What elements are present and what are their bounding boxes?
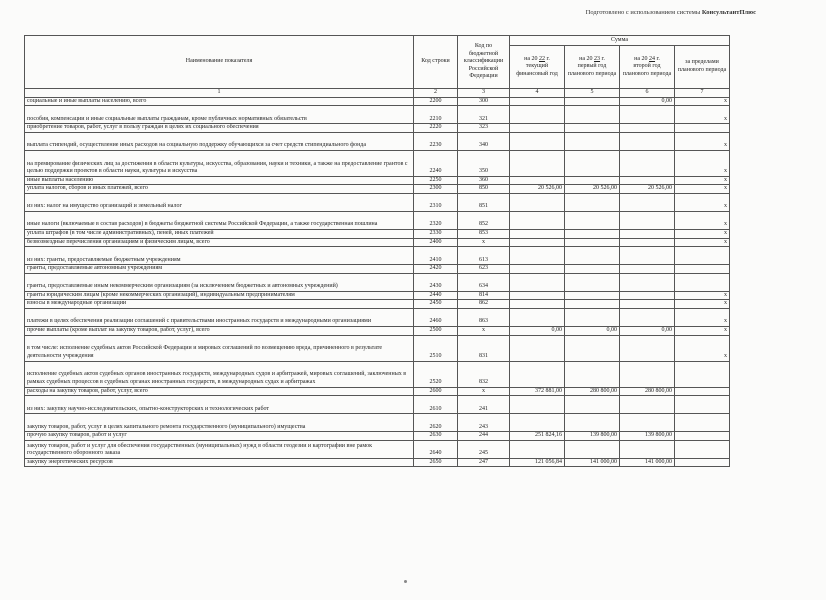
row-kbk: 321	[458, 106, 510, 124]
row-sum-current	[510, 300, 565, 309]
row-sum-beyond	[675, 414, 730, 432]
row-sum-current	[510, 97, 565, 106]
row-name: закупку энергетических ресурсов	[25, 458, 414, 467]
row-sum-current	[510, 361, 565, 387]
row-sum-beyond: х	[675, 335, 730, 361]
row-sum-second	[620, 238, 675, 247]
row-name: уплата налогов, сборов и иных платежей, всего	[25, 185, 414, 194]
row-kbk: 244	[458, 432, 510, 441]
row-sum-second	[620, 124, 675, 133]
table-row	[25, 440, 730, 458]
row-name: иные налоги (включаемые в состав расходов) в бюджеты бюджетной системы Российской Федерации, а также государственная пошлина	[25, 211, 414, 229]
row-code: 2240	[414, 150, 458, 176]
row-kbk: 862	[458, 300, 510, 309]
row-code: 2450	[414, 300, 458, 309]
row-sum-second	[620, 335, 675, 361]
header-code: Код строки	[414, 36, 458, 89]
row-sum-beyond: х	[675, 229, 730, 238]
financial-table	[24, 35, 730, 467]
scan-mark	[404, 580, 407, 583]
row-code: 2650	[414, 458, 458, 467]
header-beyond: за пределами планового периода	[675, 46, 730, 89]
row-sum-first	[565, 229, 620, 238]
row-sum-beyond: х	[675, 211, 730, 229]
row-kbk: х	[458, 387, 510, 396]
row-sum-beyond	[675, 458, 730, 467]
row-code: 2300	[414, 185, 458, 194]
row-kbk: 247	[458, 458, 510, 467]
row-sum-beyond: х	[675, 97, 730, 106]
row-sum-current	[510, 211, 565, 229]
row-sum-beyond: х	[675, 308, 730, 326]
row-sum-first	[565, 291, 620, 300]
row-code: 2210	[414, 106, 458, 124]
index-cell: 7	[675, 89, 730, 98]
source-note	[586, 9, 756, 16]
row-sum-beyond: х	[675, 132, 730, 150]
row-name: из них: гранты, предоставляемые бюджетным учреждениям	[25, 247, 414, 265]
row-sum-first: 20 526,00	[565, 185, 620, 194]
row-sum-beyond: х	[675, 176, 730, 185]
row-name: из них: закупку научно-исследовательских, опытно-конструкторских и технологических работ	[25, 396, 414, 414]
table-row	[25, 211, 730, 229]
table-row	[25, 229, 730, 238]
table-row	[25, 335, 730, 361]
row-kbk: 323	[458, 124, 510, 133]
row-sum-current	[510, 124, 565, 133]
row-kbk: 241	[458, 396, 510, 414]
row-sum-second	[620, 308, 675, 326]
row-sum-beyond: х	[675, 291, 730, 300]
row-kbk: 350	[458, 150, 510, 176]
table-row	[25, 238, 730, 247]
table-row	[25, 326, 730, 335]
table-row	[25, 124, 730, 133]
table-row	[25, 132, 730, 150]
row-kbk: х	[458, 238, 510, 247]
row-name: расходы на закупку товаров, работ, услуг, всего	[25, 387, 414, 396]
row-name: пособия, компенсации и иные социальные выплаты гражданам, кроме публичных нормативных обязательств	[25, 106, 414, 124]
row-sum-beyond	[675, 247, 730, 265]
table-row	[25, 97, 730, 106]
table-row	[25, 150, 730, 176]
row-name: закупку товаров, работ, услуг в целях капитального ремонта государственного (муниципального) имущества	[25, 414, 414, 432]
row-name: безвозмездные перечисления организациям и физическим лицам, всего	[25, 238, 414, 247]
row-kbk: 634	[458, 273, 510, 291]
row-sum-current	[510, 396, 565, 414]
row-sum-first: 139 800,00	[565, 432, 620, 441]
row-code: 2250	[414, 176, 458, 185]
index-cell: 6	[620, 89, 675, 98]
row-name: приобретение товаров, работ, услуг в пользу граждан в целях их социального обеспечения	[25, 124, 414, 133]
row-sum-beyond	[675, 440, 730, 458]
row-sum-current	[510, 335, 565, 361]
table-row	[25, 387, 730, 396]
row-name: исполнение судебных актов судебных органов иностранных государств, международных судов и арбитражей, мировых соглашений, заключенных в рамках судебных процессов в судебных органах иностранных государств, в международных судах и арбитражах	[25, 361, 414, 387]
row-sum-first	[565, 211, 620, 229]
row-sum-current	[510, 132, 565, 150]
row-code: 2610	[414, 396, 458, 414]
row-sum-second	[620, 132, 675, 150]
source-note-brand: КонсультантПлюс	[701, 9, 756, 16]
row-sum-beyond: х	[675, 185, 730, 194]
row-kbk: 814	[458, 291, 510, 300]
row-kbk: х	[458, 326, 510, 335]
row-name: закупку товаров, работ и услуг для обеспечения государственных (муниципальных) нужд в области геодезии и картографии вне рамок государственного оборонного заказа	[25, 440, 414, 458]
index-cell: 3	[458, 89, 510, 98]
row-code: 2330	[414, 229, 458, 238]
row-sum-second: 0,00	[620, 326, 675, 335]
table-row	[25, 361, 730, 387]
table-row	[25, 106, 730, 124]
row-sum-second	[620, 291, 675, 300]
row-sum-first	[565, 106, 620, 124]
row-name: на премирование физических лиц за достижения в области культуры, искусства, образования, науки и техники, а также на предоставление грантов с целью поддержки проектов в области науки, культуры и искусства	[25, 150, 414, 176]
row-code: 2520	[414, 361, 458, 387]
row-kbk: 863	[458, 308, 510, 326]
row-sum-second: 20 526,00	[620, 185, 675, 194]
index-row	[25, 89, 730, 98]
row-kbk: 613	[458, 247, 510, 265]
row-code: 2420	[414, 265, 458, 274]
row-code: 2630	[414, 432, 458, 441]
row-sum-current	[510, 414, 565, 432]
row-sum-second	[620, 396, 675, 414]
table-row	[25, 273, 730, 291]
row-code: 2220	[414, 124, 458, 133]
row-sum-current: 0,00	[510, 326, 565, 335]
row-sum-second: 139 800,00	[620, 432, 675, 441]
row-kbk: 832	[458, 361, 510, 387]
table-row	[25, 300, 730, 309]
row-kbk: 831	[458, 335, 510, 361]
header-year-first: на 20 23 г. первый год планового периода	[565, 46, 620, 89]
table-row	[25, 247, 730, 265]
table-row	[25, 432, 730, 441]
table-row	[25, 291, 730, 300]
row-sum-second	[620, 414, 675, 432]
row-kbk: 623	[458, 265, 510, 274]
row-name: гранты, предоставляемые иным некоммерческим организациям (за исключением бюджетных и автономных учреждений)	[25, 273, 414, 291]
row-sum-second	[620, 150, 675, 176]
header-sum: Сумма	[510, 36, 730, 46]
row-sum-first	[565, 132, 620, 150]
table-row	[25, 265, 730, 274]
row-sum-first	[565, 308, 620, 326]
row-kbk: 853	[458, 229, 510, 238]
row-sum-first	[565, 273, 620, 291]
row-sum-first: 280 800,00	[565, 387, 620, 396]
row-sum-first: 0,00	[565, 326, 620, 335]
row-sum-current	[510, 229, 565, 238]
row-kbk: 243	[458, 414, 510, 432]
row-sum-first	[565, 300, 620, 309]
row-sum-second	[620, 211, 675, 229]
row-sum-first	[565, 414, 620, 432]
table-row	[25, 414, 730, 432]
row-sum-current: 372 881,00	[510, 387, 565, 396]
row-sum-beyond: х	[675, 300, 730, 309]
row-name: уплата штрафов (в том числе административных), пеней, иных платежей	[25, 229, 414, 238]
row-sum-current	[510, 308, 565, 326]
row-sum-second: 141 000,00	[620, 458, 675, 467]
row-sum-beyond: х	[675, 326, 730, 335]
row-sum-current	[510, 106, 565, 124]
row-sum-second	[620, 176, 675, 185]
row-name: прочую закупку товаров, работ и услуг	[25, 432, 414, 441]
row-sum-beyond	[675, 273, 730, 291]
row-sum-first	[565, 361, 620, 387]
row-sum-current	[510, 247, 565, 265]
row-code: 2510	[414, 335, 458, 361]
row-kbk: 245	[458, 440, 510, 458]
row-sum-current	[510, 176, 565, 185]
table-row	[25, 458, 730, 467]
row-code: 2310	[414, 193, 458, 211]
row-sum-second	[620, 361, 675, 387]
row-kbk: 852	[458, 211, 510, 229]
header-name: Наименование показателя	[25, 36, 414, 89]
row-sum-first	[565, 150, 620, 176]
index-cell: 2	[414, 89, 458, 98]
row-sum-first: 141 000,00	[565, 458, 620, 467]
row-code: 2410	[414, 247, 458, 265]
row-sum-current	[510, 273, 565, 291]
row-code: 2460	[414, 308, 458, 326]
row-sum-second	[620, 440, 675, 458]
row-sum-beyond: х	[675, 193, 730, 211]
row-code: 2440	[414, 291, 458, 300]
row-code: 2230	[414, 132, 458, 150]
row-code: 2430	[414, 273, 458, 291]
row-sum-beyond	[675, 361, 730, 387]
row-sum-beyond	[675, 432, 730, 441]
row-sum-second	[620, 247, 675, 265]
row-sum-current: 251 824,16	[510, 432, 565, 441]
row-kbk: 360	[458, 176, 510, 185]
row-sum-beyond: х	[675, 150, 730, 176]
row-sum-second	[620, 300, 675, 309]
row-sum-current	[510, 150, 565, 176]
row-sum-second	[620, 193, 675, 211]
row-sum-second: 280 800,00	[620, 387, 675, 396]
table-row	[25, 396, 730, 414]
row-sum-second	[620, 265, 675, 274]
row-sum-first	[565, 440, 620, 458]
row-kbk: 300	[458, 97, 510, 106]
row-code: 2620	[414, 414, 458, 432]
row-sum-first	[565, 124, 620, 133]
row-sum-beyond	[675, 265, 730, 274]
row-code: 2600	[414, 387, 458, 396]
row-code: 2640	[414, 440, 458, 458]
row-sum-beyond	[675, 396, 730, 414]
row-sum-current	[510, 193, 565, 211]
header-year-current: на 20 22 г. текущий финансовый год	[510, 46, 565, 89]
table-row	[25, 185, 730, 194]
row-code: 2500	[414, 326, 458, 335]
index-cell: 1	[25, 89, 414, 98]
row-sum-first	[565, 335, 620, 361]
row-name: платежи в целях обеспечения реализации соглашений с правительствами иностранных государств и международными организациями	[25, 308, 414, 326]
row-name: из них: налог на имущество организаций и земельный налог	[25, 193, 414, 211]
row-sum-first	[565, 238, 620, 247]
row-kbk: 851	[458, 193, 510, 211]
index-cell: 5	[565, 89, 620, 98]
row-sum-first	[565, 396, 620, 414]
index-cell: 4	[510, 89, 565, 98]
row-name: иные выплаты населению	[25, 176, 414, 185]
header-kbk: Код по бюджетной классификации Российской Федерации	[458, 36, 510, 89]
row-sum-second	[620, 106, 675, 124]
row-sum-second: 0,00	[620, 97, 675, 106]
row-name: в том числе: исполнение судебных актов Российской Федерации и мировых соглашений по возмещению вреда, причиненного в результате деятельности учреждения	[25, 335, 414, 361]
row-name: прочие выплаты (кроме выплат на закупку товаров, работ, услуг), всего	[25, 326, 414, 335]
row-sum-current: 121 056,84	[510, 458, 565, 467]
row-name: социальные и иные выплаты населению, всего	[25, 97, 414, 106]
row-sum-beyond	[675, 124, 730, 133]
row-sum-second	[620, 229, 675, 238]
row-sum-first	[565, 265, 620, 274]
row-sum-current	[510, 265, 565, 274]
row-name: гранты юридическим лицам (кроме некоммерческих организаций), индивидуальным предпринимателям	[25, 291, 414, 300]
row-sum-first	[565, 247, 620, 265]
row-kbk: 340	[458, 132, 510, 150]
row-kbk: 850	[458, 185, 510, 194]
source-note-prefix: Подготовлено с использованием системы	[585, 9, 701, 16]
row-sum-first	[565, 97, 620, 106]
header-year-second: на 20 24 г. второй год планового периода	[620, 46, 675, 89]
row-name: гранты, предоставляемые автономным учреждениям	[25, 265, 414, 274]
row-sum-first	[565, 176, 620, 185]
row-sum-current	[510, 440, 565, 458]
row-code: 2200	[414, 97, 458, 106]
row-sum-current: 20 526,00	[510, 185, 565, 194]
row-name: выплата стипендий, осуществление иных расходов на социальную поддержку обучающихся за счет средств стипендиального фонда	[25, 132, 414, 150]
row-sum-beyond: х	[675, 238, 730, 247]
row-sum-first	[565, 193, 620, 211]
table-row	[25, 193, 730, 211]
row-code: 2320	[414, 211, 458, 229]
row-name: взносы в международные организации	[25, 300, 414, 309]
table-row	[25, 176, 730, 185]
row-sum-current	[510, 238, 565, 247]
row-sum-beyond: х	[675, 106, 730, 124]
row-sum-current	[510, 291, 565, 300]
row-sum-second	[620, 273, 675, 291]
row-code: 2400	[414, 238, 458, 247]
row-sum-beyond	[675, 387, 730, 396]
table-row	[25, 308, 730, 326]
